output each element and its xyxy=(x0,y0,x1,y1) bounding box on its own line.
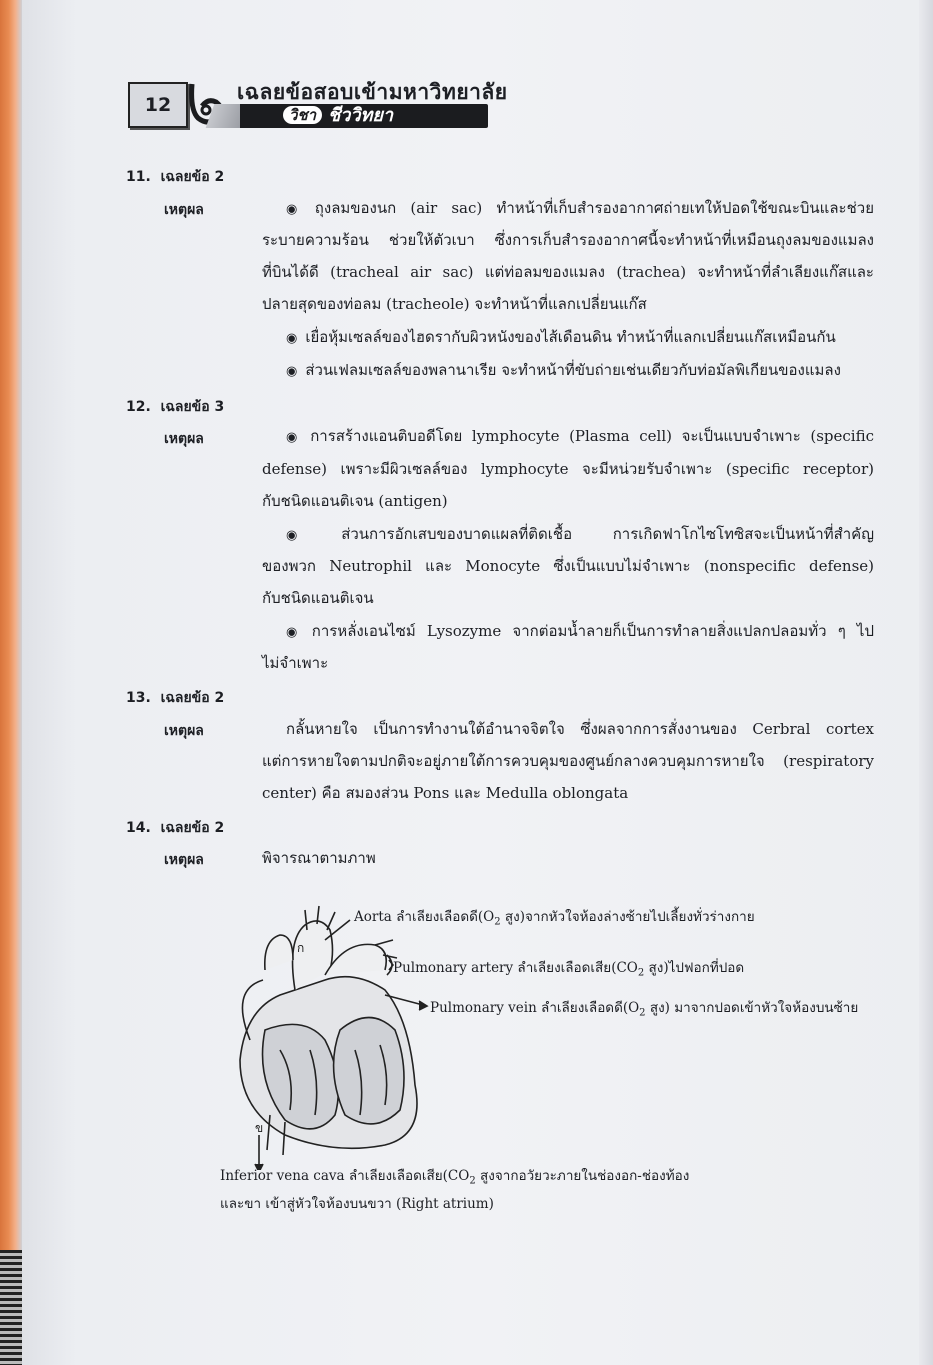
heart-label-b: ข xyxy=(255,1121,264,1135)
bullet-icon: ◉ xyxy=(286,625,304,640)
bullet-icon: ◉ xyxy=(286,528,334,543)
reason-label: เหตุผล xyxy=(164,431,204,447)
aorta-caption: Aorta ลำเลียงเลือดดี($O_2$ สูง)จากหัวใจห้องล่างซ้ายไปเลี้ยงทั่วร่างกาย xyxy=(354,909,755,928)
answer-line: ◉ การหลั่งเอนไซม์ Lysozyme จากต่อมน้ำลายก็เป็นการทำลายสิ่งแปลกปลอมทั่ว ๆ ไป xyxy=(286,622,874,640)
question-number: 11. เฉลยข้อ 2 xyxy=(126,169,225,185)
answer-line: center) คือ สมองส่วน Pons และ Medulla oblongata xyxy=(262,784,629,802)
answer-line: กับชนิดแอนติเจน (antigen) xyxy=(262,492,448,510)
reason-label: เหตุผล xyxy=(164,852,204,868)
pulmonary-artery-caption: Pulmonary artery ลำเลียงเลือดเสีย($CO_2$ สูง)ไปฟอกที่ปอด xyxy=(393,960,745,979)
subject-prefix: วิชา xyxy=(283,106,322,124)
answer-line: ◉ ส่วนเฟลมเซลล์ของพลานาเรีย จะทำหน้าที่ขับถ่ายเช่นเดียวกับท่อมัลพิเกียนของแมลง xyxy=(286,361,841,379)
page-right-edge xyxy=(919,0,933,1365)
header-title: เฉลยข้อสอบเข้ามหาวิทยาลัย xyxy=(237,80,508,104)
question-number: 13. เฉลยข้อ 2 xyxy=(126,690,225,706)
answer-line: ไม่จำเพาะ xyxy=(262,654,329,672)
answer-line: กลั้นหายใจ เป็นการทำงานใต้อำนาจจิตใจ ซึ่งผลจากการสั่งงานของ Cerbral cortex xyxy=(286,720,874,738)
answer-line: ◉ ถุงลมของนก (air sac) ทำหน้าที่เก็บสำรองอากาศถ่ายเทให้ปอดใช้ขณะบินและช่วย xyxy=(286,199,874,217)
answer-line: ◉ การสร้างแอนติบอดีโดย lymphocyte (Plasma cell) จะเป็นแบบจำเพาะ (specific xyxy=(286,427,875,445)
answer-line: ปลายสุดของท่อลม (tracheole) จะทำหน้าที่แลกเปลี่ยนแก๊ส xyxy=(262,295,647,313)
page-number-box xyxy=(128,82,188,128)
bullet-icon: ◉ xyxy=(286,430,303,445)
answer-line: ของพวก Neutrophil และ Monocyte ซึ่งเป็นแบบไม่จำเพาะ (nonspecific defense) xyxy=(262,557,874,575)
spine-binding xyxy=(0,1250,22,1365)
header-subject xyxy=(283,104,393,128)
book-spine-edge xyxy=(0,0,22,1365)
bullet-icon: ◉ xyxy=(286,331,298,346)
ivc-caption-line2: และขา เข้าสู่หัวใจห้องบนขวา (Right atrium) xyxy=(220,1196,494,1212)
answer-line: ที่บินได้ดี (tracheal air sac) แต่ท่อลมของแมลง (trachea) จะทำหน้าที่ลำเลียงแก๊สและ xyxy=(262,263,874,281)
heart-diagram xyxy=(225,900,905,1170)
question-number: 14. เฉลยข้อ 2 xyxy=(126,820,225,836)
answer-line: กับชนิดแอนติเจน xyxy=(262,589,374,607)
answer-line: พิจารณาตามภาพ xyxy=(262,849,376,867)
ivc-caption-line1: Inferior vena cava ลำเลียงเลือดเสีย($CO_2$ สูงจากอวัยวะภายในช่องอก-ช่องท้อง xyxy=(220,1168,690,1187)
answer-line: ระบายความร้อน ช่วยให้ตัวเบา ซึ่งการเก็บสำรองอากาศนี้จะทำหน้าที่เหมือนถุงลมของแมลง xyxy=(262,231,874,249)
bullet-icon: ◉ xyxy=(286,364,298,379)
subject-name: ชีววิทยา xyxy=(328,105,393,126)
pulmonary-vein-caption: Pulmonary vein ลำเลียงเลือดดี($O_2$ สูง) มาจากปอดเข้าหัวใจห้องบนซ้าย xyxy=(430,1000,859,1019)
answer-line: ◉ ส่วนการอักเสบของบาดแผลที่ติดเชื้อ การเกิดฟาโกไซโทซิสจะเป็นหน้าที่สำคัญ xyxy=(286,525,874,543)
answer-line: defense) เพราะมีผิวเซลล์ของ lymphocyte จะมีหน่วยรับจำเพาะ (specific receptor) xyxy=(262,460,874,478)
question-number: 12. เฉลยข้อ 3 xyxy=(126,399,225,415)
heart-label-a: ก xyxy=(297,941,305,955)
answer-line: แต่การหายใจตามปกติจะอยู่ภายใต้การควบคุมของศูนย์กลางควบคุมการหายใจ (respiratory xyxy=(262,752,874,770)
page-number: 12 xyxy=(144,94,172,116)
reason-label: เหตุผล xyxy=(164,202,204,218)
reason-label: เหตุผล xyxy=(164,723,204,739)
answer-line: ◉ เยื่อหุ้มเซลล์ของไฮดรากับผิวหนังของไส้เดือนดิน ทำหน้าที่แลกเปลี่ยนแก๊สเหมือนกัน xyxy=(286,328,836,346)
bullet-icon: ◉ xyxy=(286,202,307,217)
